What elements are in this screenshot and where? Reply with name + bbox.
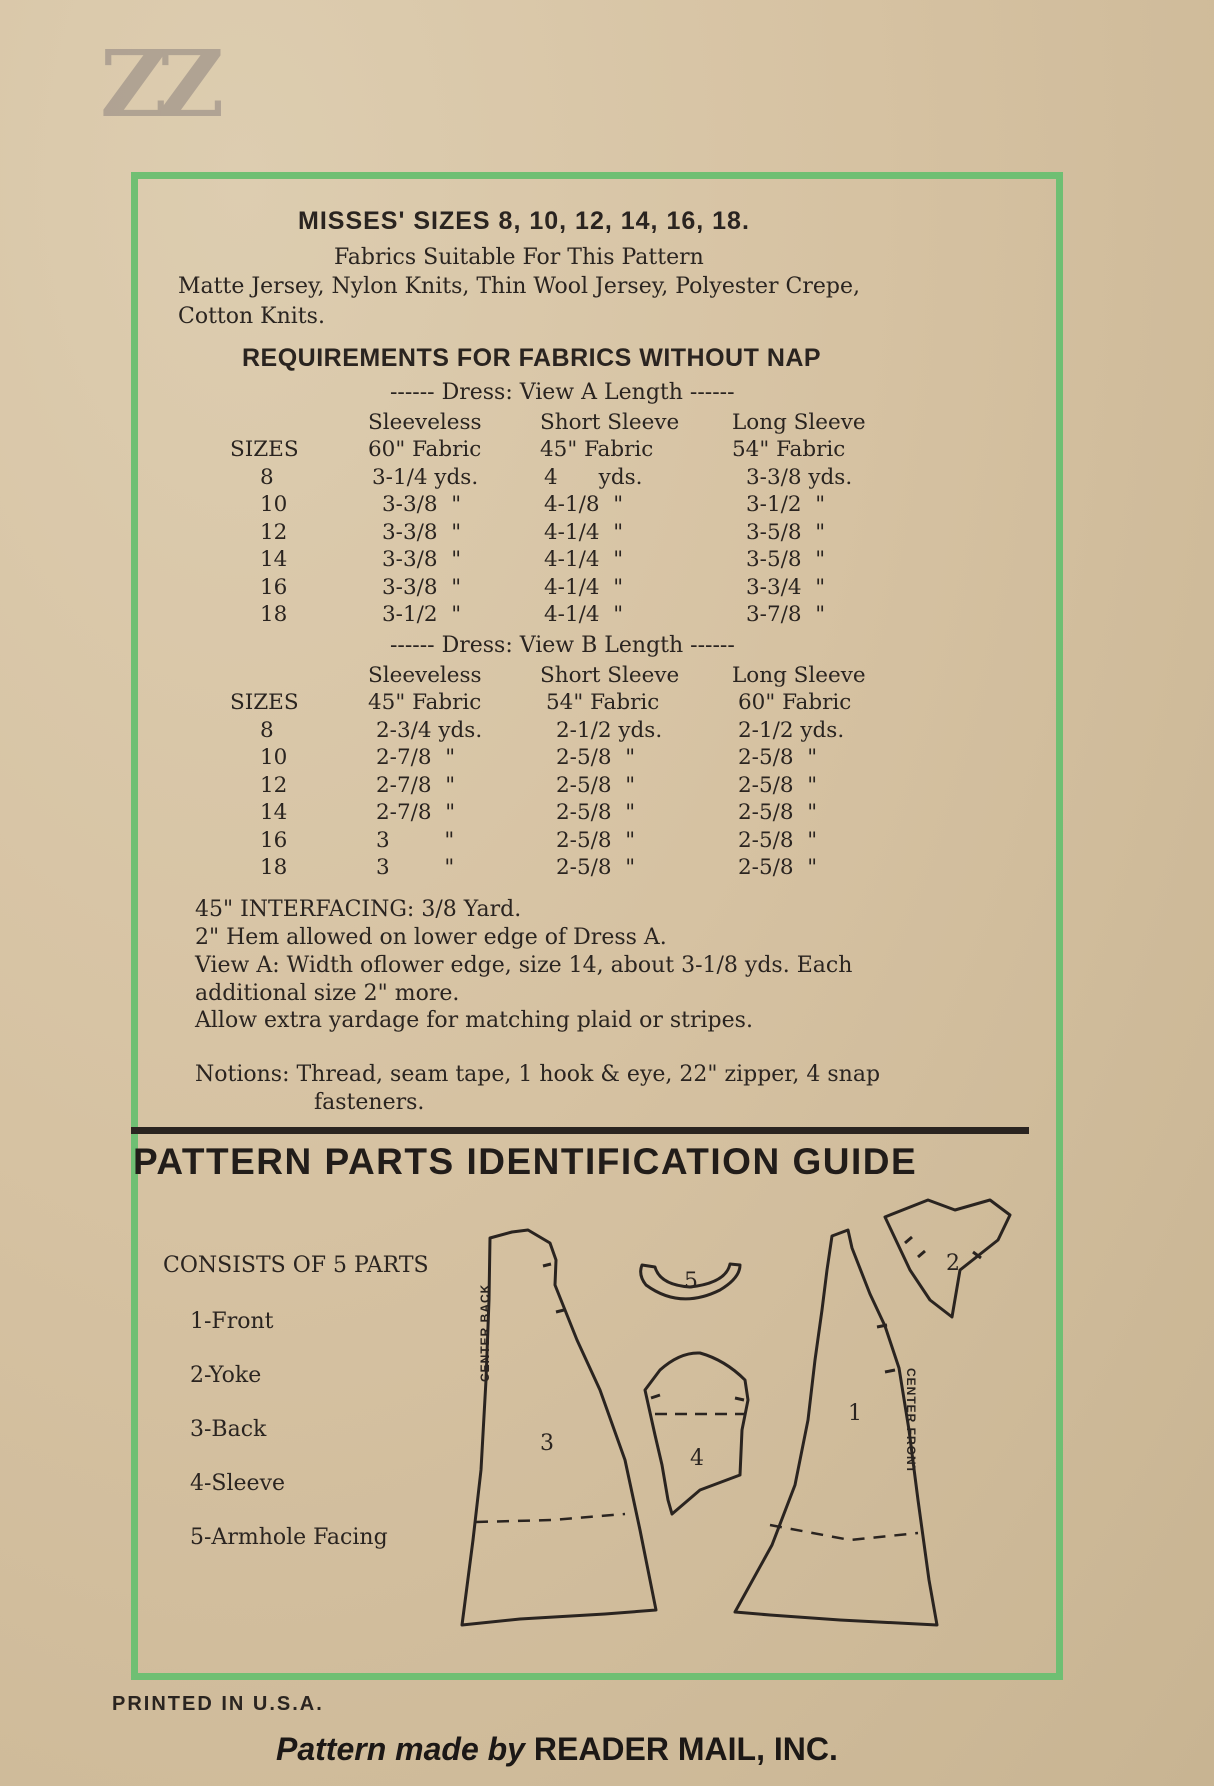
yardage-cell: 3-3/8 " bbox=[382, 492, 462, 517]
view-b-table bbox=[230, 660, 922, 880]
notions-note-cont: fasteners. bbox=[314, 1090, 425, 1115]
size-cell: 18 bbox=[260, 602, 288, 627]
size-cell: 16 bbox=[260, 827, 288, 853]
yardage-cell: 2-5/8 " bbox=[556, 800, 636, 825]
yardage-cell: 4-1/4 " bbox=[544, 519, 624, 545]
table-row bbox=[230, 462, 922, 490]
part-sleeve: 4-Sleeve bbox=[190, 1471, 286, 1496]
fabric-width: 60" Fabric bbox=[368, 437, 482, 462]
view-a-table bbox=[230, 407, 922, 627]
interfacing-note: 45" INTERFACING: 3/8 Yard. bbox=[195, 897, 522, 922]
piece-number-4: 4 bbox=[690, 1446, 704, 1471]
yardage-cell: 2-5/8 " bbox=[556, 745, 636, 770]
requirements-title: REQUIREMENTS FOR FABRICS WITHOUT NAP bbox=[242, 344, 822, 372]
sizes-label: SIZES bbox=[230, 690, 299, 715]
printed-in-label: PRINTED IN U.S.A. bbox=[112, 1693, 324, 1715]
yardage-cell: 3-1/2 " bbox=[382, 602, 462, 627]
fabric-width: 54" Fabric bbox=[732, 437, 846, 462]
yardage-cell: 2-5/8 " bbox=[556, 772, 636, 798]
yardage-cell: 3-3/4 " bbox=[746, 574, 826, 600]
yardage-cell: 2-5/8 " bbox=[738, 855, 818, 880]
yardage-cell: 2-5/8 " bbox=[738, 772, 818, 798]
col-header: Sleeveless bbox=[368, 662, 482, 688]
guide-title: PATTERN PARTS IDENTIFICATION GUIDE bbox=[133, 1141, 918, 1182]
size-cell: 14 bbox=[260, 547, 288, 572]
publisher-name: READER MAIL, INC. bbox=[533, 1731, 838, 1767]
yardage-cell: 2-1/2 yds. bbox=[738, 717, 845, 743]
size-cell: 8 bbox=[260, 464, 274, 490]
table-row bbox=[230, 715, 922, 743]
piece-number-2: 2 bbox=[946, 1251, 960, 1276]
size-cell: 12 bbox=[260, 519, 288, 545]
part-yoke: 2-Yoke bbox=[190, 1363, 262, 1388]
fabric-width: 45" Fabric bbox=[368, 690, 482, 715]
yardage-cell: 2-5/8 " bbox=[738, 827, 818, 853]
piece-number-5: 5 bbox=[684, 1269, 698, 1294]
yardage-cell: 3-7/8 " bbox=[746, 602, 826, 627]
yardage-cell: 4-1/4 " bbox=[544, 574, 624, 600]
yardage-cell: 2-5/8 " bbox=[738, 745, 818, 770]
view-a-width-note: View A: Width oflower edge, size 14, about 3-1/8 yds. Each bbox=[195, 953, 853, 978]
fabrics-title: Fabrics Suitable For This Pattern bbox=[334, 245, 704, 270]
sizes-label: SIZES bbox=[230, 437, 299, 462]
publisher-credit-prefix: Pattern made by bbox=[276, 1731, 525, 1767]
size-cell: 16 bbox=[260, 574, 288, 600]
center-front-label: CENTER FRONT bbox=[904, 1368, 918, 1474]
size-cell: 12 bbox=[260, 772, 288, 798]
corner-mark: ZZ bbox=[100, 30, 215, 138]
publisher-credit bbox=[276, 1731, 838, 1768]
table-row bbox=[230, 600, 922, 628]
table-row bbox=[230, 743, 922, 771]
center-back-label: CENTER BACK bbox=[478, 1283, 492, 1382]
table-row bbox=[230, 660, 922, 688]
fabrics-list: Matte Jersey, Nylon Knits, Thin Wool Jersey, Polyester Crepe, bbox=[178, 274, 860, 299]
sizes-title: MISSES' SIZES 8, 10, 12, 14, 16, 18. bbox=[298, 207, 750, 235]
yardage-cell: 3 " bbox=[376, 855, 455, 880]
size-cell: 10 bbox=[260, 745, 288, 770]
yardage-cell: 4-1/4 " bbox=[544, 602, 624, 627]
yardage-cell: 2-3/4 yds. bbox=[376, 717, 483, 743]
fabric-width: 54" Fabric bbox=[546, 690, 660, 715]
plaid-note: Allow extra yardage for matching plaid or stripes. bbox=[195, 1008, 753, 1033]
col-header: Long Sleeve bbox=[732, 662, 866, 688]
yardage-cell: 2-7/8 " bbox=[376, 745, 456, 770]
section-divider bbox=[131, 1127, 1029, 1134]
piece-number-3: 3 bbox=[540, 1431, 554, 1456]
size-cell: 14 bbox=[260, 800, 288, 825]
yardage-cell: 3-1/4 yds. bbox=[372, 464, 479, 490]
view-a-heading: ------ Dress: View A Length ------ bbox=[390, 380, 735, 405]
table-row bbox=[230, 490, 922, 518]
table-row bbox=[230, 853, 922, 881]
piece-number-1: 1 bbox=[848, 1401, 862, 1426]
view-a-width-note-cont: additional size 2" more. bbox=[195, 981, 460, 1006]
col-header: Sleeveless bbox=[368, 409, 482, 435]
col-header: Short Sleeve bbox=[540, 409, 680, 435]
part-back: 3-Back bbox=[190, 1417, 267, 1442]
yardage-cell: 4-1/4 " bbox=[544, 547, 624, 572]
table-row bbox=[230, 688, 922, 716]
yardage-cell: 2-5/8 " bbox=[556, 855, 636, 880]
col-header: Long Sleeve bbox=[732, 409, 866, 435]
yardage-cell: 3-1/2 " bbox=[746, 492, 826, 517]
table-row bbox=[230, 517, 922, 545]
table-row bbox=[230, 545, 922, 573]
table-row bbox=[230, 407, 922, 435]
col-header: Short Sleeve bbox=[540, 662, 680, 688]
yardage-cell: 3-5/8 " bbox=[746, 519, 826, 545]
size-cell: 8 bbox=[260, 717, 274, 743]
part-armhole-facing: 5-Armhole Facing bbox=[190, 1525, 388, 1550]
yardage-cell: 2-7/8 " bbox=[376, 772, 456, 798]
table-row bbox=[230, 435, 922, 463]
yardage-cell: 2-5/8 " bbox=[738, 800, 818, 825]
yardage-cell: 3-3/8 " bbox=[382, 547, 462, 572]
fabric-width: 45" Fabric bbox=[540, 437, 654, 462]
yardage-cell: 3-3/8 " bbox=[382, 519, 462, 545]
table-row bbox=[230, 825, 922, 853]
table-row bbox=[230, 770, 922, 798]
notions-note: Notions: Thread, seam tape, 1 hook & eye, 22" zipper, 4 snap bbox=[195, 1062, 881, 1087]
table-row bbox=[230, 572, 922, 600]
yardage-cell: 3-5/8 " bbox=[746, 547, 826, 572]
yardage-cell: 2-5/8 " bbox=[556, 827, 636, 853]
parts-count: CONSISTS OF 5 PARTS bbox=[163, 1253, 429, 1278]
yardage-cell: 4-1/8 " bbox=[544, 492, 624, 517]
size-cell: 10 bbox=[260, 492, 288, 517]
hem-note: 2" Hem allowed on lower edge of Dress A. bbox=[195, 925, 667, 950]
table-row bbox=[230, 798, 922, 826]
yardage-cell: 2-1/2 yds. bbox=[556, 717, 663, 743]
yardage-cell: 4 yds. bbox=[544, 464, 643, 490]
size-cell: 18 bbox=[260, 855, 288, 880]
part-front: 1-Front bbox=[190, 1309, 274, 1334]
yardage-cell: 3-3/8 yds. bbox=[746, 464, 853, 490]
fabrics-list-cont: Cotton Knits. bbox=[178, 304, 325, 329]
view-b-heading: ------ Dress: View B Length ------ bbox=[390, 633, 735, 658]
yardage-cell: 3-3/8 " bbox=[382, 574, 462, 600]
fabric-width: 60" Fabric bbox=[738, 690, 852, 715]
yardage-cell: 2-7/8 " bbox=[376, 800, 456, 825]
yardage-cell: 3 " bbox=[376, 827, 455, 853]
